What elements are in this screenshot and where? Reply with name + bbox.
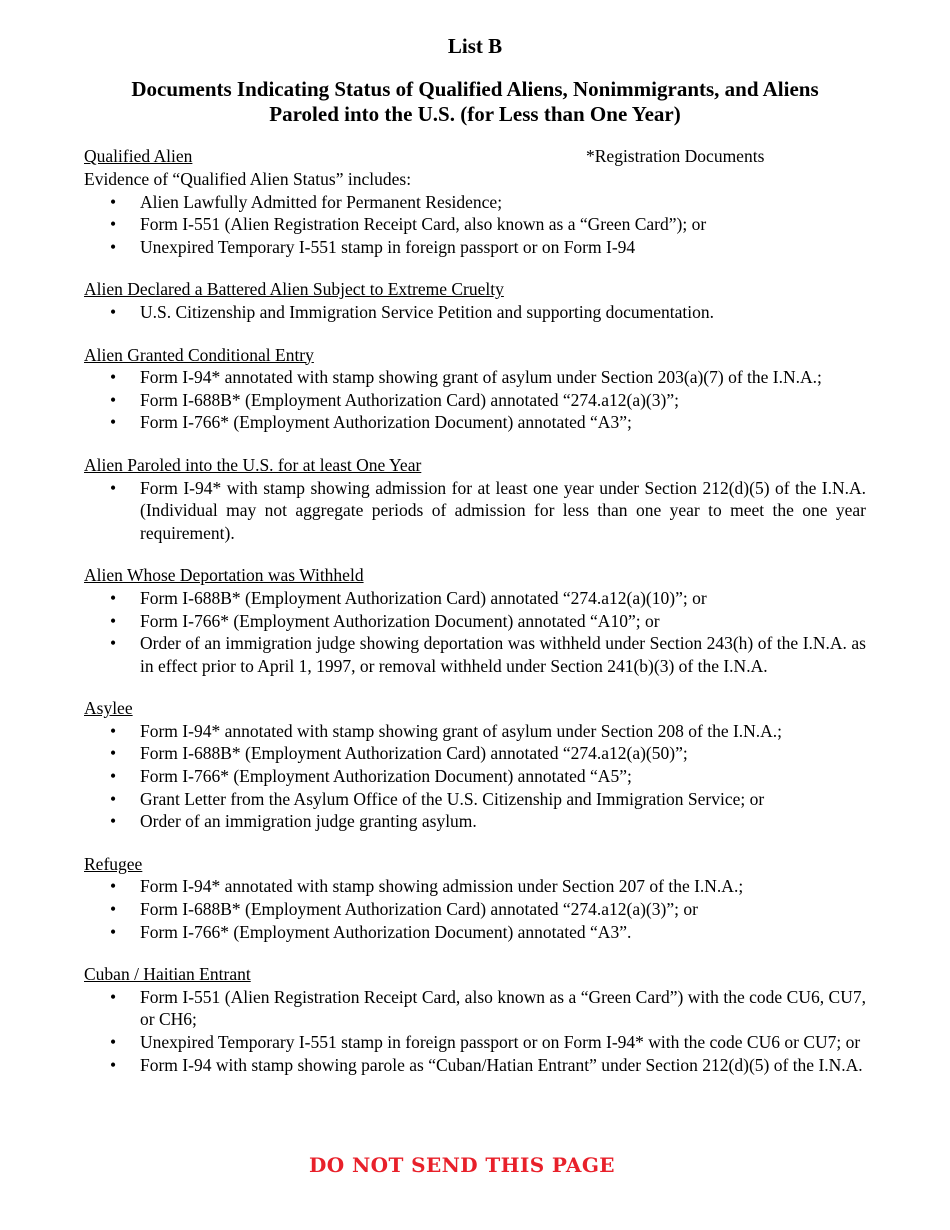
section-intro: Evidence of “Qualified Alien Status” includes: [84, 169, 412, 189]
section-title: Alien Paroled into the U.S. for at least One Year [84, 454, 422, 475]
list-item: • Form I-688B* (Employment Authorization Card) annotated “274.a12(a)(3)”; [84, 389, 866, 412]
list-item: • Form I-94* annotated with stamp showing admission under Section 207 of the I.N.A.; [84, 875, 866, 898]
section-title: Cuban / Haitian Entrant [84, 964, 251, 985]
bullet-list [84, 986, 866, 1076]
list-item: • Form I-94* with stamp showing admission for at least one year under Section 212(d)(5) of the I.N.A. (Individual may not aggregate periods of admission for less than one year to meet the one year requirement). [84, 477, 866, 545]
list-item: • Form I-766* (Employment Authorization Document) annotated “A5”; [84, 765, 866, 788]
list-item: • Form I-688B* (Employment Authorization Card) annotated “274.a12(a)(50)”; [84, 742, 866, 765]
list-item: • Form I-766* (Employment Authorization Document) annotated “A3”; [84, 411, 866, 434]
list-item: • Unexpired Temporary I-551 stamp in foreign passport or on Form I-94 [84, 236, 866, 259]
list-item: • Order of an immigration judge granting asylum. [84, 810, 866, 833]
section [84, 344, 866, 434]
heading-line-1: Documents Indicating Status of Qualified Aliens, Nonimmigrants, and Aliens [131, 77, 819, 101]
bullet-list [84, 875, 866, 943]
bullet-list [84, 366, 866, 434]
section [84, 697, 866, 833]
main-heading [95, 77, 855, 127]
list-item: • Order of an immigration judge showing deportation was withheld under Section 243(h) of the I.N.A. as in effect prior to April 1, 1997, or removal withheld under Section 241(b)(3) of the I.N.A. [84, 632, 866, 677]
section-title: Qualified Alien [84, 146, 193, 166]
list-item: • Form I-94 with stamp showing parole as “Cuban/Hatian Entrant” under Section 212(d)(5) of the I.N.A. [84, 1054, 866, 1077]
list-item: • Alien Lawfully Admitted for Permanent Residence; [84, 191, 866, 214]
section [84, 278, 866, 323]
list-item: • Form I-551 (Alien Registration Receipt Card, also known as a “Green Card”) with the code CU6, CU7, or CH6; [84, 986, 866, 1031]
list-item: • Unexpired Temporary I-551 stamp in foreign passport or on Form I-94* with the code CU6 or CU7; or [84, 1031, 866, 1054]
section [84, 853, 866, 943]
section [84, 564, 866, 677]
bullet-list [84, 301, 866, 324]
list-item: • U.S. Citizenship and Immigration Service Petition and supporting documentation. [84, 301, 866, 324]
list-item: • Form I-766* (Employment Authorization Document) annotated “A10”; or [84, 610, 866, 633]
list-item: • Form I-766* (Employment Authorization Document) annotated “A3”. [84, 921, 866, 944]
list-title: List B [447, 34, 503, 58]
heading-line-2: Paroled into the U.S. (for Less than One Year) [269, 102, 681, 126]
list-item: • Form I-94* annotated with stamp showing grant of asylum under Section 208 of the I.N.A.; [84, 720, 866, 743]
section [84, 145, 866, 258]
bullet-list [84, 477, 866, 545]
section-title-row [84, 145, 866, 168]
section-title: Alien Whose Deportation was Withheld [84, 565, 364, 586]
list-item: • Form I-551 (Alien Registration Receipt Card, also known as a “Green Card”); or [84, 213, 866, 236]
registration-documents-note: *Registration Documents [586, 146, 765, 166]
bullet-list [84, 587, 866, 677]
list-item: • Form I-688B* (Employment Authorization Card) annotated “274.a12(a)(10)”; or [84, 587, 866, 610]
list-item: • Form I-688B* (Employment Authorization Card) annotated “274.a12(a)(3)”; or [84, 898, 866, 921]
bullet-list [84, 191, 866, 259]
list-item: • Grant Letter from the Asylum Office of the U.S. Citizenship and Immigration Service; or [84, 788, 866, 811]
bullet-list [84, 720, 866, 833]
do-not-send-warning: DO NOT SEND THIS PAGE [309, 1153, 615, 1177]
section-title: Alien Granted Conditional Entry [84, 344, 314, 365]
section-title: Asylee [84, 698, 133, 719]
section-title: Refugee [84, 853, 143, 874]
list-item: • Form I-94* annotated with stamp showing grant of asylum under Section 203(a)(7) of the I.N.A.; [84, 366, 866, 389]
sections-container [84, 145, 866, 1076]
section-title: Alien Declared a Battered Alien Subject to Extreme Cruelty [84, 279, 504, 300]
section [84, 454, 866, 544]
section [84, 963, 866, 1076]
